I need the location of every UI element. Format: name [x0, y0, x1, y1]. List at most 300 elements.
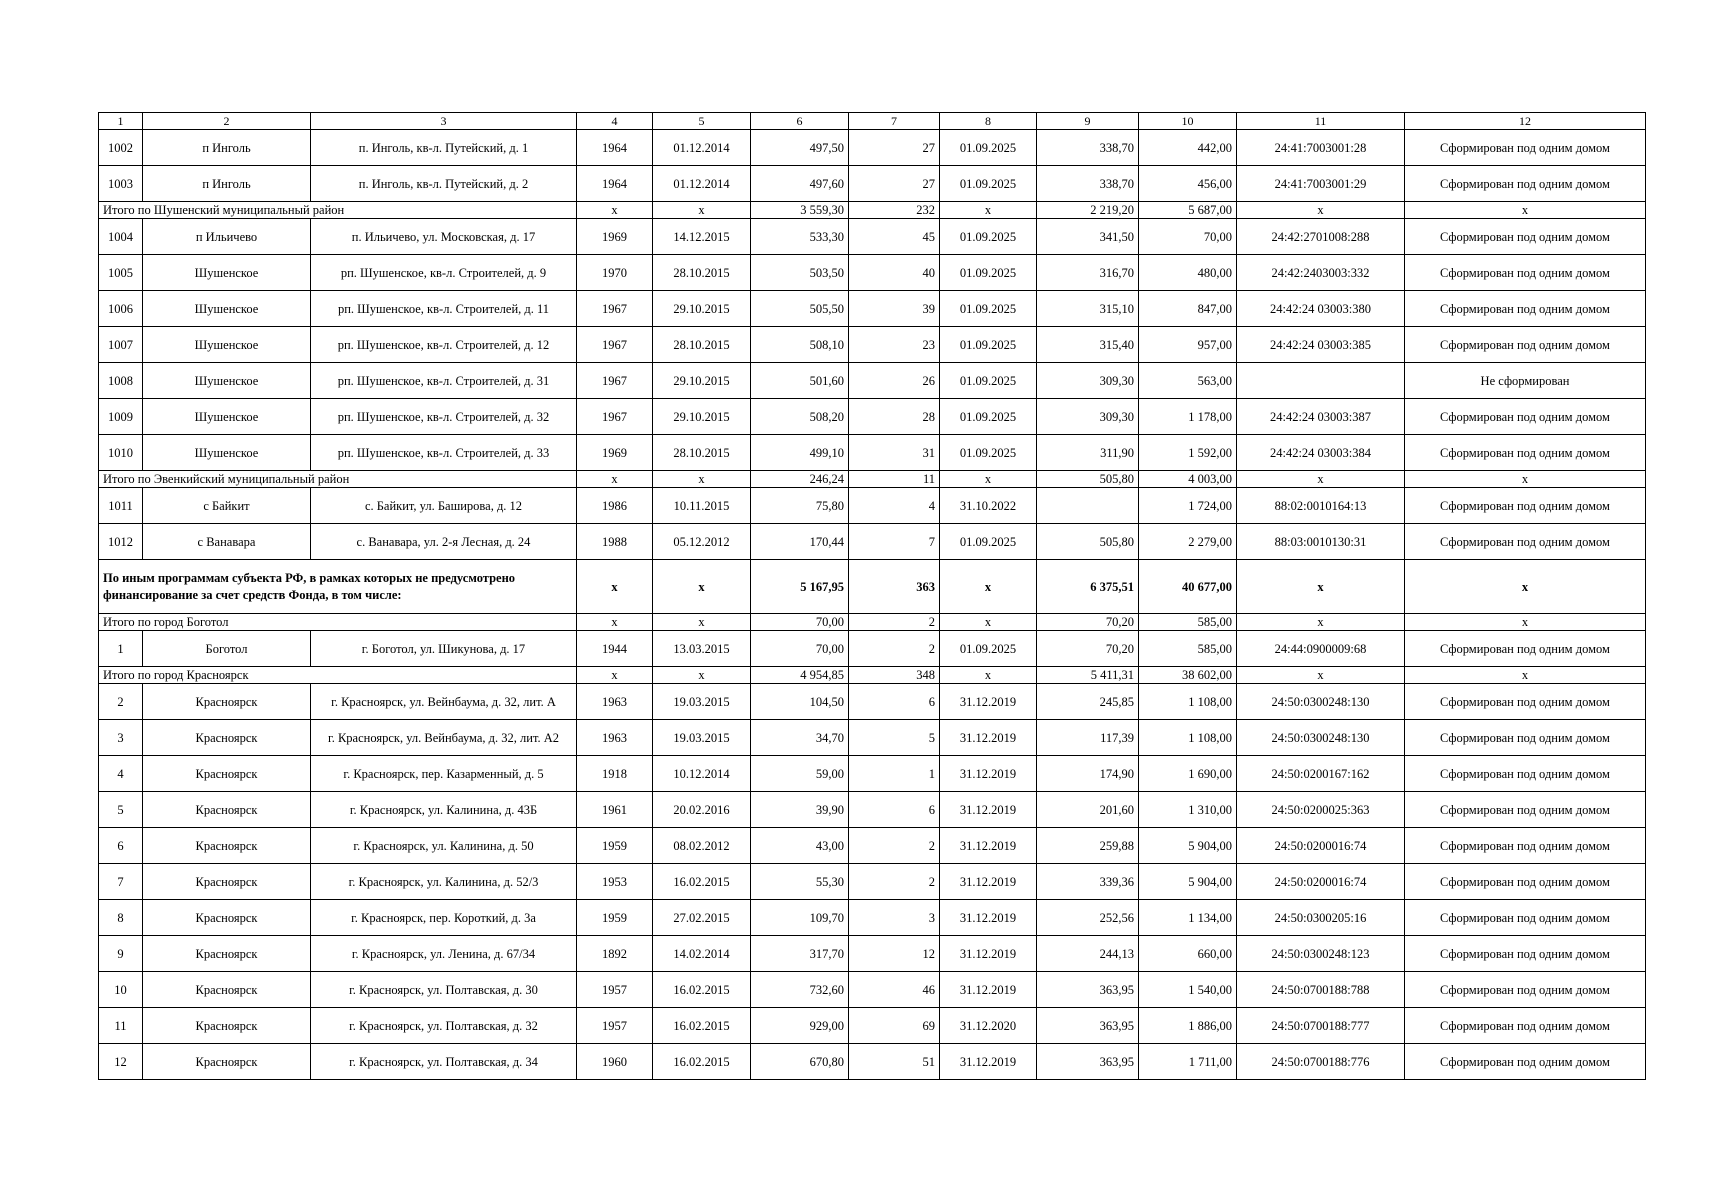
table-cell-col-12: Сформирован под одним домом: [1405, 972, 1646, 1008]
subtotal-cell-col-10: 38 602,00: [1139, 667, 1237, 684]
table-cell-col-5: 16.02.2015: [653, 972, 751, 1008]
table-cell-col-1: 1007: [99, 327, 143, 363]
table-cell-col-1: 4: [99, 756, 143, 792]
table-cell-col-10: 563,00: [1139, 363, 1237, 399]
subtotal-cell-col-12: x: [1405, 560, 1646, 614]
table-row: [99, 1008, 1646, 1044]
table-cell-col-6: 508,10: [751, 327, 849, 363]
subtotal-cell-col-11: x: [1237, 560, 1405, 614]
table-cell-col-3: рп. Шушенское, кв-л. Строителей, д. 31: [311, 363, 577, 399]
table-cell-col-9: 309,30: [1037, 363, 1139, 399]
table-cell-col-5: 10.12.2014: [653, 756, 751, 792]
subtotal-cell-col-10: 585,00: [1139, 614, 1237, 631]
table-cell-col-12: Сформирован под одним домом: [1405, 291, 1646, 327]
table-cell-col-5: 28.10.2015: [653, 327, 751, 363]
table-cell-col-10: 1 540,00: [1139, 972, 1237, 1008]
table-cell-col-3: рп. Шушенское, кв-л. Строителей, д. 9: [311, 255, 577, 291]
table-cell-col-1: 10: [99, 972, 143, 1008]
table-cell-col-12: Сформирован под одним домом: [1405, 828, 1646, 864]
table-cell-col-2: Красноярск: [143, 864, 311, 900]
table-cell-col-5: 16.02.2015: [653, 1008, 751, 1044]
table-cell-col-4: 1967: [577, 291, 653, 327]
table-cell-col-3: рп. Шушенское, кв-л. Строителей, д. 32: [311, 399, 577, 435]
table-cell-col-4: 1959: [577, 900, 653, 936]
table-cell-col-10: 847,00: [1139, 291, 1237, 327]
table-row: [99, 327, 1646, 363]
subtotal-cell-col-4: x: [577, 614, 653, 631]
table-cell-col-11: [1237, 363, 1405, 399]
table-cell-col-6: 59,00: [751, 756, 849, 792]
table-cell-col-1: 7: [99, 864, 143, 900]
table-cell-col-1: 1008: [99, 363, 143, 399]
subtotal-cell-col-4: x: [577, 560, 653, 614]
table-cell-col-8: 31.12.2019: [940, 756, 1037, 792]
table-cell-col-10: 1 108,00: [1139, 720, 1237, 756]
table-cell-col-6: 104,50: [751, 684, 849, 720]
table-row: [99, 936, 1646, 972]
table-cell-col-2: Шушенское: [143, 327, 311, 363]
table-cell-col-8: 01.09.2025: [940, 219, 1037, 255]
table-cell-col-8: 31.10.2022: [940, 488, 1037, 524]
table-cell-col-8: 31.12.2019: [940, 1044, 1037, 1080]
table-cell-col-7: 23: [849, 327, 940, 363]
table-cell-col-7: 2: [849, 864, 940, 900]
subtotal-label: Итого по город Боготол: [99, 614, 577, 631]
table-cell-col-7: 27: [849, 166, 940, 202]
table-cell-col-9: 117,39: [1037, 720, 1139, 756]
table-cell-col-8: 31.12.2019: [940, 972, 1037, 1008]
table-cell-col-6: 55,30: [751, 864, 849, 900]
subtotal-cell-col-8: x: [940, 667, 1037, 684]
table-cell-col-10: 1 310,00: [1139, 792, 1237, 828]
table-cell-col-9: 259,88: [1037, 828, 1139, 864]
table-cell-col-3: г. Красноярск, ул. Калинина, д. 50: [311, 828, 577, 864]
table-cell-col-9: 245,85: [1037, 684, 1139, 720]
table-cell-col-9: 244,13: [1037, 936, 1139, 972]
table-cell-col-2: Боготол: [143, 631, 311, 667]
table-cell-col-12: Сформирован под одним домом: [1405, 684, 1646, 720]
table-cell-col-12: Сформирован под одним домом: [1405, 1008, 1646, 1044]
table-cell-col-8: 31.12.2019: [940, 684, 1037, 720]
table-cell-col-1: 12: [99, 1044, 143, 1080]
table-cell-col-10: 1 724,00: [1139, 488, 1237, 524]
table-cell-col-8: 01.09.2025: [940, 291, 1037, 327]
column-header-1: 1: [99, 113, 143, 130]
table-cell-col-10: 585,00: [1139, 631, 1237, 667]
table-cell-col-8: 01.09.2025: [940, 524, 1037, 560]
table-cell-col-2: п Инголь: [143, 130, 311, 166]
table-cell-col-9: 201,60: [1037, 792, 1139, 828]
table-cell-col-2: Шушенское: [143, 363, 311, 399]
table-cell-col-11: 24:50:0700188:788: [1237, 972, 1405, 1008]
subtotal-row: [99, 202, 1646, 219]
table-cell-col-12: Сформирован под одним домом: [1405, 255, 1646, 291]
table-cell-col-11: 24:50:0700188:776: [1237, 1044, 1405, 1080]
table-cell-col-4: 1967: [577, 327, 653, 363]
table-cell-col-3: г. Красноярск, ул. Ленина, д. 67/34: [311, 936, 577, 972]
table-row: [99, 631, 1646, 667]
table-cell-col-4: 1964: [577, 130, 653, 166]
table-cell-col-2: Красноярск: [143, 900, 311, 936]
table-cell-col-11: 24:50:0200025:363: [1237, 792, 1405, 828]
table-cell-col-6: 501,60: [751, 363, 849, 399]
table-cell-col-5: 10.11.2015: [653, 488, 751, 524]
subtotal-cell-col-4: x: [577, 471, 653, 488]
table-cell-col-3: рп. Шушенское, кв-л. Строителей, д. 12: [311, 327, 577, 363]
table-cell-col-7: 6: [849, 792, 940, 828]
table-cell-col-10: 70,00: [1139, 219, 1237, 255]
table-cell-col-7: 5: [849, 720, 940, 756]
subtotal-cell-col-11: x: [1237, 471, 1405, 488]
table-cell-col-11: 24:44:0900009:68: [1237, 631, 1405, 667]
table-cell-col-5: 08.02.2012: [653, 828, 751, 864]
table-cell-col-11: 24:50:0300248:130: [1237, 720, 1405, 756]
table-row: [99, 972, 1646, 1008]
table-cell-col-2: Красноярск: [143, 792, 311, 828]
table-cell-col-8: 31.12.2019: [940, 864, 1037, 900]
table-body: [99, 113, 1646, 1080]
subtotal-cell-col-5: x: [653, 560, 751, 614]
table-cell-col-1: 1: [99, 631, 143, 667]
table-cell-col-10: 1 886,00: [1139, 1008, 1237, 1044]
table-cell-col-7: 69: [849, 1008, 940, 1044]
table-cell-col-8: 01.09.2025: [940, 363, 1037, 399]
table-cell-col-9: 252,56: [1037, 900, 1139, 936]
table-cell-col-7: 45: [849, 219, 940, 255]
table-cell-col-10: 1 134,00: [1139, 900, 1237, 936]
table-cell-col-4: 1957: [577, 972, 653, 1008]
column-number-header: [99, 113, 1646, 130]
housing-register-table: [98, 112, 1646, 1080]
table-cell-col-5: 28.10.2015: [653, 435, 751, 471]
table-cell-col-5: 19.03.2015: [653, 684, 751, 720]
table-cell-col-9: 338,70: [1037, 130, 1139, 166]
table-cell-col-5: 01.12.2014: [653, 166, 751, 202]
table-cell-col-9: 363,95: [1037, 972, 1139, 1008]
subtotal-cell-col-6: 5 167,95: [751, 560, 849, 614]
table-cell-col-10: 1 592,00: [1139, 435, 1237, 471]
table-cell-col-1: 2: [99, 684, 143, 720]
table-cell-col-3: г. Красноярск, ул. Полтавская, д. 32: [311, 1008, 577, 1044]
subtotal-cell-col-9: 5 411,31: [1037, 667, 1139, 684]
table-cell-col-3: п. Инголь, кв-л. Путейский, д. 2: [311, 166, 577, 202]
table-cell-col-8: 31.12.2020: [940, 1008, 1037, 1044]
subtotal-cell-col-10: 4 003,00: [1139, 471, 1237, 488]
table-cell-col-10: 1 690,00: [1139, 756, 1237, 792]
table-cell-col-4: 1963: [577, 684, 653, 720]
table-cell-col-2: Красноярск: [143, 756, 311, 792]
table-row: [99, 524, 1646, 560]
table-cell-col-2: Красноярск: [143, 1008, 311, 1044]
subtotal-cell-col-6: 246,24: [751, 471, 849, 488]
table-cell-col-6: 34,70: [751, 720, 849, 756]
table-cell-col-6: 497,50: [751, 130, 849, 166]
table-cell-col-12: Сформирован под одним домом: [1405, 524, 1646, 560]
table-cell-col-1: 1009: [99, 399, 143, 435]
table-cell-col-9: 316,70: [1037, 255, 1139, 291]
table-cell-col-10: 456,00: [1139, 166, 1237, 202]
table-cell-col-1: 1002: [99, 130, 143, 166]
table-cell-col-2: Красноярск: [143, 720, 311, 756]
table-row: [99, 435, 1646, 471]
column-header-5: 5: [653, 113, 751, 130]
table-row: [99, 684, 1646, 720]
table-cell-col-11: 24:42:24 03003:387: [1237, 399, 1405, 435]
table-cell-col-4: 1967: [577, 399, 653, 435]
table-cell-col-7: 4: [849, 488, 940, 524]
table-cell-col-3: г. Красноярск, ул. Полтавская, д. 34: [311, 1044, 577, 1080]
table-cell-col-1: 11: [99, 1008, 143, 1044]
column-header-11: 11: [1237, 113, 1405, 130]
table-cell-col-10: 2 279,00: [1139, 524, 1237, 560]
table-cell-col-11: 24:42:24 03003:380: [1237, 291, 1405, 327]
table-cell-col-1: 1006: [99, 291, 143, 327]
table-cell-col-9: 315,40: [1037, 327, 1139, 363]
table-cell-col-5: 20.02.2016: [653, 792, 751, 828]
table-cell-col-12: Сформирован под одним домом: [1405, 756, 1646, 792]
subtotal-cell-col-8: x: [940, 614, 1037, 631]
table-cell-col-2: Красноярск: [143, 936, 311, 972]
table-cell-col-8: 31.12.2019: [940, 828, 1037, 864]
table-row: [99, 864, 1646, 900]
table-row: [99, 399, 1646, 435]
table-cell-col-4: 1969: [577, 219, 653, 255]
table-cell-col-6: 75,80: [751, 488, 849, 524]
table-cell-col-2: Шушенское: [143, 399, 311, 435]
table-cell-col-2: с Байкит: [143, 488, 311, 524]
table-cell-col-11: 24:42:24 03003:385: [1237, 327, 1405, 363]
table-cell-col-9: 505,80: [1037, 524, 1139, 560]
table-cell-col-12: Сформирован под одним домом: [1405, 720, 1646, 756]
column-header-8: 8: [940, 113, 1037, 130]
table-cell-col-3: п. Инголь, кв-л. Путейский, д. 1: [311, 130, 577, 166]
table-cell-col-10: 1 711,00: [1139, 1044, 1237, 1080]
table-cell-col-3: г. Красноярск, ул. Калинина, д. 52/3: [311, 864, 577, 900]
table-cell-col-5: 16.02.2015: [653, 864, 751, 900]
table-cell-col-6: 43,00: [751, 828, 849, 864]
table-cell-col-9: 338,70: [1037, 166, 1139, 202]
table-cell-col-10: 1 108,00: [1139, 684, 1237, 720]
table-cell-col-1: 6: [99, 828, 143, 864]
table-row: [99, 488, 1646, 524]
table-cell-col-10: 957,00: [1139, 327, 1237, 363]
subtotal-cell-col-10: 40 677,00: [1139, 560, 1237, 614]
subtotal-cell-col-6: 3 559,30: [751, 202, 849, 219]
table-cell-col-11: 24:50:0300205:16: [1237, 900, 1405, 936]
table-cell-col-9: 311,90: [1037, 435, 1139, 471]
table-cell-col-8: 01.09.2025: [940, 255, 1037, 291]
table-cell-col-3: г. Красноярск, ул. Вейнбаума, д. 32, лит. А2: [311, 720, 577, 756]
table-cell-col-2: п Ильичево: [143, 219, 311, 255]
subtotal-cell-col-12: x: [1405, 471, 1646, 488]
table-cell-col-11: 88:02:0010164:13: [1237, 488, 1405, 524]
table-cell-col-1: 3: [99, 720, 143, 756]
table-cell-col-2: Шушенское: [143, 255, 311, 291]
table-cell-col-9: 363,95: [1037, 1008, 1139, 1044]
table-cell-col-3: г. Красноярск, пер. Короткий, д. 3а: [311, 900, 577, 936]
table-cell-col-6: 39,90: [751, 792, 849, 828]
table-cell-col-11: 24:50:0700188:777: [1237, 1008, 1405, 1044]
column-header-3: 3: [311, 113, 577, 130]
table-cell-col-2: Шушенское: [143, 435, 311, 471]
table-cell-col-7: 31: [849, 435, 940, 471]
table-row: [99, 291, 1646, 327]
subtotal-cell-col-10: 5 687,00: [1139, 202, 1237, 219]
table-cell-col-2: Красноярск: [143, 684, 311, 720]
subtotal-cell-col-8: x: [940, 202, 1037, 219]
table-cell-col-7: 6: [849, 684, 940, 720]
table-cell-col-8: 01.09.2025: [940, 631, 1037, 667]
subtotal-cell-col-11: x: [1237, 667, 1405, 684]
subtotal-cell-col-5: x: [653, 471, 751, 488]
table-cell-col-8: 01.09.2025: [940, 327, 1037, 363]
table-cell-col-12: Сформирован под одним домом: [1405, 130, 1646, 166]
table-cell-col-7: 26: [849, 363, 940, 399]
table-row: [99, 255, 1646, 291]
table-cell-col-4: 1986: [577, 488, 653, 524]
table-cell-col-7: 12: [849, 936, 940, 972]
table-cell-col-5: 13.03.2015: [653, 631, 751, 667]
subtotal-cell-col-11: x: [1237, 614, 1405, 631]
column-header-12: 12: [1405, 113, 1646, 130]
table-cell-col-8: 01.09.2025: [940, 130, 1037, 166]
table-cell-col-2: п Инголь: [143, 166, 311, 202]
subtotal-cell-col-12: x: [1405, 202, 1646, 219]
table-cell-col-8: 01.09.2025: [940, 435, 1037, 471]
table-cell-col-4: 1918: [577, 756, 653, 792]
table-cell-col-12: Не сформирован: [1405, 363, 1646, 399]
table-cell-col-9: 363,95: [1037, 1044, 1139, 1080]
table-cell-col-3: с. Ванавара, ул. 2-я Лесная, д. 24: [311, 524, 577, 560]
table-cell-col-3: с. Байкит, ул. Баширова, д. 12: [311, 488, 577, 524]
table-cell-col-1: 1005: [99, 255, 143, 291]
column-header-10: 10: [1139, 113, 1237, 130]
table-cell-col-7: 39: [849, 291, 940, 327]
table-cell-col-11: 24:42:24 03003:384: [1237, 435, 1405, 471]
table-cell-col-6: 317,70: [751, 936, 849, 972]
table-cell-col-5: 29.10.2015: [653, 399, 751, 435]
table-cell-col-12: Сформирован под одним домом: [1405, 631, 1646, 667]
column-header-6: 6: [751, 113, 849, 130]
table-cell-col-10: 442,00: [1139, 130, 1237, 166]
table-cell-col-1: 1010: [99, 435, 143, 471]
table-row: [99, 756, 1646, 792]
subtotal-cell-col-12: x: [1405, 614, 1646, 631]
table-cell-col-6: 533,30: [751, 219, 849, 255]
table-cell-col-8: 31.12.2019: [940, 900, 1037, 936]
table-cell-col-2: Красноярск: [143, 972, 311, 1008]
table-cell-col-11: 24:42:2701008:288: [1237, 219, 1405, 255]
table-cell-col-11: 24:50:0300248:130: [1237, 684, 1405, 720]
table-row: [99, 792, 1646, 828]
table-cell-col-8: 01.09.2025: [940, 399, 1037, 435]
column-header-4: 4: [577, 113, 653, 130]
subtotal-cell-col-7: 2: [849, 614, 940, 631]
table-cell-col-12: Сформирован под одним домом: [1405, 1044, 1646, 1080]
table-cell-col-11: 24:41:7003001:28: [1237, 130, 1405, 166]
subtotal-cell-col-5: x: [653, 614, 751, 631]
table-cell-col-7: 46: [849, 972, 940, 1008]
table-row: [99, 1044, 1646, 1080]
subtotal-cell-col-5: x: [653, 202, 751, 219]
subtotal-row: [99, 471, 1646, 488]
table-cell-col-8: 31.12.2019: [940, 792, 1037, 828]
table-cell-col-6: 503,50: [751, 255, 849, 291]
program-summary-label: По иным программам субъекта РФ, в рамках которых не предусмотрено финансирование за счет средств Фонда, в том числе:: [99, 560, 577, 614]
table-cell-col-6: 732,60: [751, 972, 849, 1008]
table-cell-col-1: 1003: [99, 166, 143, 202]
table-row: [99, 166, 1646, 202]
column-header-9: 9: [1037, 113, 1139, 130]
table-cell-col-5: 29.10.2015: [653, 291, 751, 327]
table-cell-col-4: 1957: [577, 1008, 653, 1044]
table-cell-col-10: 660,00: [1139, 936, 1237, 972]
table-cell-col-2: Красноярск: [143, 828, 311, 864]
table-cell-col-12: Сформирован под одним домом: [1405, 219, 1646, 255]
subtotal-cell-col-11: x: [1237, 202, 1405, 219]
table-cell-col-4: 1964: [577, 166, 653, 202]
table-cell-col-1: 1011: [99, 488, 143, 524]
table-cell-col-1: 9: [99, 936, 143, 972]
table-cell-col-6: 508,20: [751, 399, 849, 435]
subtotal-cell-col-7: 232: [849, 202, 940, 219]
table-cell-col-7: 2: [849, 631, 940, 667]
subtotal-row: [99, 667, 1646, 684]
subtotal-row: [99, 614, 1646, 631]
table-row: [99, 720, 1646, 756]
table-cell-col-9: 341,50: [1037, 219, 1139, 255]
subtotal-cell-col-4: x: [577, 202, 653, 219]
table-cell-col-5: 05.12.2012: [653, 524, 751, 560]
table-cell-col-7: 7: [849, 524, 940, 560]
table-cell-col-5: 14.02.2014: [653, 936, 751, 972]
table-cell-col-5: 28.10.2015: [653, 255, 751, 291]
table-cell-col-4: 1960: [577, 1044, 653, 1080]
subtotal-cell-col-9: 505,80: [1037, 471, 1139, 488]
table-cell-col-6: 170,44: [751, 524, 849, 560]
table-row: [99, 363, 1646, 399]
table-cell-col-2: с Ванавара: [143, 524, 311, 560]
table-cell-col-11: 24:50:0300248:123: [1237, 936, 1405, 972]
table-row: [99, 219, 1646, 255]
table-cell-col-9: 70,20: [1037, 631, 1139, 667]
subtotal-label: Итого по Шушенский муниципальный район: [99, 202, 577, 219]
table-cell-col-11: 24:42:2403003:332: [1237, 255, 1405, 291]
table-cell-col-1: 1012: [99, 524, 143, 560]
table-cell-col-4: 1959: [577, 828, 653, 864]
table-cell-col-3: г. Красноярск, ул. Калинина, д. 43Б: [311, 792, 577, 828]
table-cell-col-4: 1963: [577, 720, 653, 756]
table-cell-col-12: Сформирован под одним домом: [1405, 327, 1646, 363]
table-cell-col-11: 24:50:0200167:162: [1237, 756, 1405, 792]
table-row: [99, 130, 1646, 166]
table-cell-col-5: 01.12.2014: [653, 130, 751, 166]
subtotal-cell-col-7: 11: [849, 471, 940, 488]
table-cell-col-4: 1988: [577, 524, 653, 560]
table-cell-col-2: Красноярск: [143, 1044, 311, 1080]
subtotal-cell-col-9: 2 219,20: [1037, 202, 1139, 219]
table-cell-col-3: рп. Шушенское, кв-л. Строителей, д. 33: [311, 435, 577, 471]
table-cell-col-11: 88:03:0010130:31: [1237, 524, 1405, 560]
table-cell-col-6: 109,70: [751, 900, 849, 936]
table-cell-col-3: г. Боготол, ул. Шикунова, д. 17: [311, 631, 577, 667]
table-cell-col-10: 5 904,00: [1139, 828, 1237, 864]
table-cell-col-5: 14.12.2015: [653, 219, 751, 255]
table-cell-col-1: 5: [99, 792, 143, 828]
subtotal-cell-col-5: x: [653, 667, 751, 684]
table-cell-col-6: 70,00: [751, 631, 849, 667]
table-cell-col-9: 315,10: [1037, 291, 1139, 327]
